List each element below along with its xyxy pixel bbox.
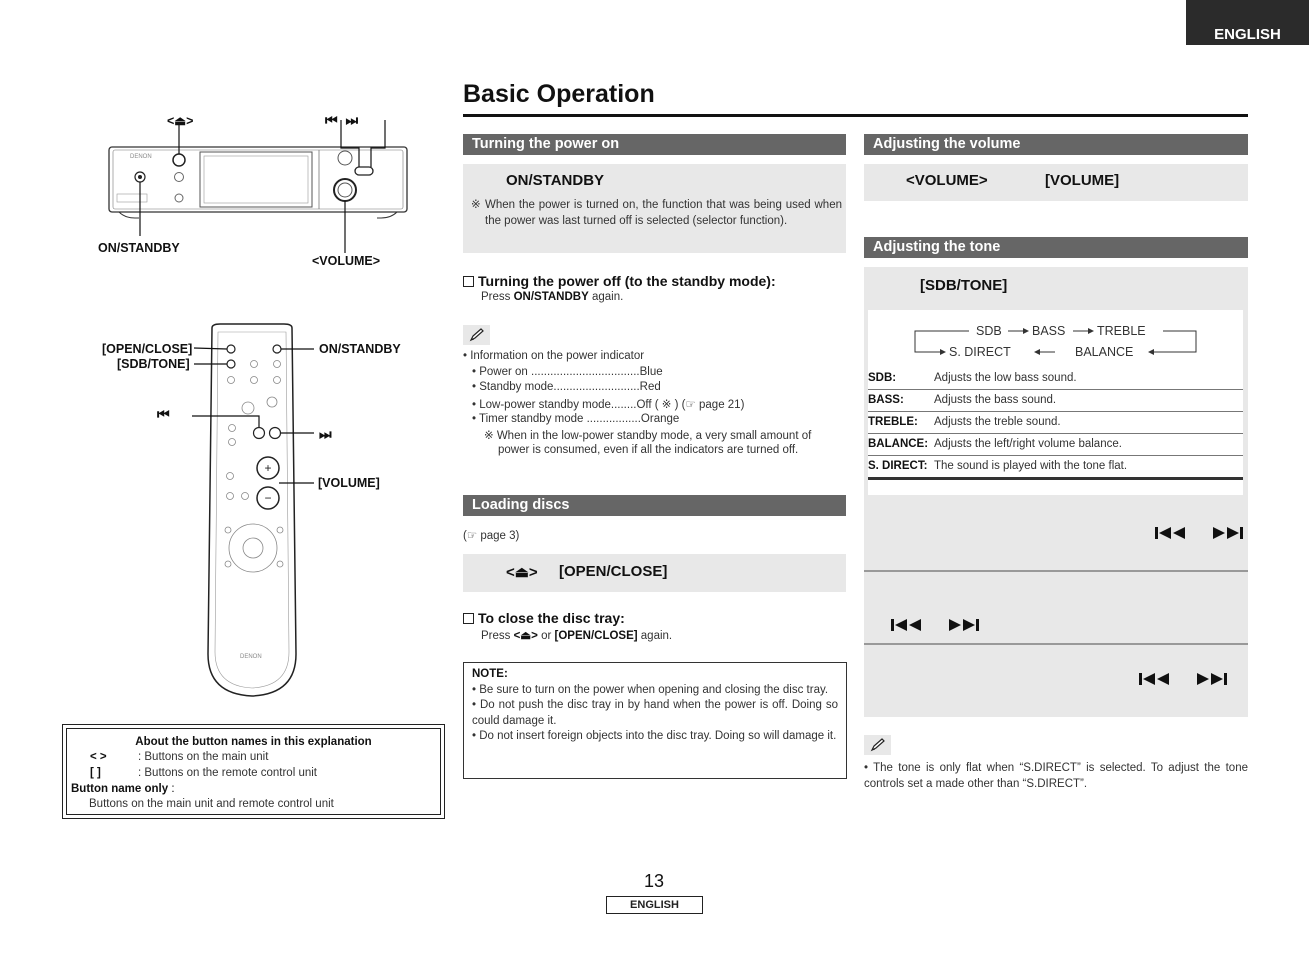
- main-brand-logo: DENON: [130, 154, 152, 160]
- table-row: SDB: Adjusts the low bass sound.: [868, 368, 1243, 390]
- remote-sdb-tone-label: [SDB/TONE]: [117, 357, 190, 371]
- remote-drawing: [150, 318, 410, 708]
- checkbox-icon: [463, 276, 474, 287]
- remote-on-standby-label: ON/STANDBY: [319, 342, 401, 356]
- previous-icon: [890, 618, 924, 632]
- main-on-standby-label: ON/STANDBY: [98, 241, 180, 255]
- tone-cycle-bass: BASS: [1032, 324, 1066, 338]
- memo-pencil-icon: [864, 735, 891, 755]
- tone-cycle-treble: TREBLE: [1097, 324, 1146, 338]
- volume-step-box: [864, 164, 1248, 201]
- main-eject-label: <⏏>: [167, 114, 194, 128]
- next-icon: [1194, 672, 1228, 686]
- button-names-legend: [62, 724, 445, 819]
- tone-memo: • The tone is only flat when “S.DIRECT” is selected. To adjust the tone controls set a made other than “S.DIRECT”.: [864, 762, 1248, 790]
- note-item: • Do not push the disc tray in by hand when the power is off. Doing so could damage it.: [472, 699, 838, 727]
- step-divider: [864, 643, 1248, 645]
- legend-title: About the button names in this explanation: [135, 736, 372, 748]
- power-on-button-label: ON/STANDBY: [506, 172, 605, 189]
- close-tray-heading: To close the disc tray:: [463, 610, 625, 626]
- legend-main-unit-text: : Buttons on the main unit: [138, 751, 269, 763]
- legend-both-text: Buttons on the main unit and remote control unit: [89, 798, 334, 810]
- volume-remote-button: [VOLUME]: [1045, 172, 1120, 189]
- section-volume-heading: Adjusting the volume: [864, 134, 1248, 155]
- previous-icon: [1138, 672, 1172, 686]
- checkbox-icon: [463, 613, 474, 624]
- step-divider: [864, 570, 1248, 572]
- next-icon: [1210, 526, 1244, 540]
- indicator-item: • Low-power standby mode........Off ( ※ ) (☞ page 21): [472, 399, 745, 411]
- loading-remote-button: [OPEN/CLOSE]: [559, 563, 668, 580]
- power-on-note: When the power is turned on, the function that was being used when the power was last turned off is selected (selector function).: [485, 199, 842, 227]
- loading-page-ref: (☞ page 3): [463, 530, 520, 542]
- loading-note-box: [463, 662, 847, 779]
- note-item: • Do not insert foreign objects into the disc tray. Doing so will damage it.: [472, 730, 837, 742]
- tone-button-label: [SDB/TONE]: [920, 277, 1008, 294]
- svg-text:+: +: [264, 461, 272, 475]
- loading-main-button: <⏏>: [506, 564, 538, 581]
- indicator-item: • Standby mode...........................Red: [472, 381, 661, 393]
- note-item: • Be sure to turn on the power when opening and closing the disc tray.: [472, 683, 829, 696]
- remote-brand-logo: DENON: [240, 654, 262, 660]
- main-skip-label: ⏮ ⏭: [325, 112, 361, 128]
- section-tone-heading: Adjusting the tone: [864, 237, 1248, 258]
- remote-open-close-label: [OPEN/CLOSE]: [102, 342, 193, 356]
- remote-prev-label: ⏮: [157, 406, 170, 422]
- page-number: 13: [643, 871, 665, 891]
- note-title: NOTE:: [472, 668, 508, 680]
- tone-cycle-sdb: SDB: [976, 324, 1002, 338]
- power-on-step-box: [463, 164, 846, 253]
- close-tray-text: Press <⏏> or [OPEN/CLOSE] again.: [481, 630, 673, 642]
- remote-volume-label: [VOLUME]: [318, 476, 380, 490]
- next-icon: [946, 618, 980, 632]
- legend-angle-symbol: < >: [90, 751, 107, 763]
- indicator-item: • Timer standby mode .................Orange: [472, 413, 680, 425]
- indicator-intro: • Information on the power indicator: [463, 350, 645, 362]
- memo-pencil-icon: [463, 325, 490, 345]
- table-row: TREBLE: Adjusts the treble sound.: [868, 412, 1243, 434]
- tone-parameter-table: [868, 368, 1243, 480]
- language-tab: ENGLISH: [1186, 0, 1309, 45]
- indicator-footnote-cont: power is consumed, even if all the indicators are turned off.: [498, 444, 799, 456]
- page-title: Basic Operation: [463, 80, 655, 108]
- legend-name-only-label: Button name only :: [71, 783, 175, 795]
- footer-language: ENGLISH: [606, 896, 703, 914]
- table-row: BALANCE: Adjusts the left/right volume balance.: [868, 434, 1243, 456]
- indicator-item: • Power on ..................................Blue: [472, 366, 663, 378]
- power-off-heading: Turning the power off (to the standby mode):: [463, 273, 776, 289]
- remote-next-label: ⏭: [319, 426, 332, 442]
- power-off-text: Press ON/STANDBY again.: [481, 291, 624, 303]
- title-rule: [463, 114, 1248, 117]
- section-loading-heading: Loading discs: [463, 495, 846, 516]
- legend-remote-text: : Buttons on the remote control unit: [138, 767, 317, 779]
- indicator-footnote: ※ When in the low-power standby mode, a very small amount of: [484, 430, 812, 442]
- table-row: S. DIRECT: The sound is played with the tone flat.: [868, 456, 1243, 479]
- tone-cycle-sdirect: S. DIRECT: [949, 345, 1011, 359]
- legend-bracket-symbol: [ ]: [90, 767, 101, 779]
- main-volume-label: <VOLUME>: [312, 254, 381, 268]
- svg-text:−: −: [264, 491, 272, 505]
- section-power-on-heading: Turning the power on: [463, 134, 846, 155]
- power-on-note-mark: ※: [471, 199, 481, 211]
- tone-cycle-balance: BALANCE: [1075, 345, 1134, 359]
- table-row: BASS: Adjusts the bass sound.: [868, 390, 1243, 412]
- previous-icon: [1154, 526, 1188, 540]
- volume-main-button: <VOLUME>: [906, 172, 988, 189]
- loading-step-box: [463, 554, 846, 592]
- main-unit-drawing: [95, 110, 435, 260]
